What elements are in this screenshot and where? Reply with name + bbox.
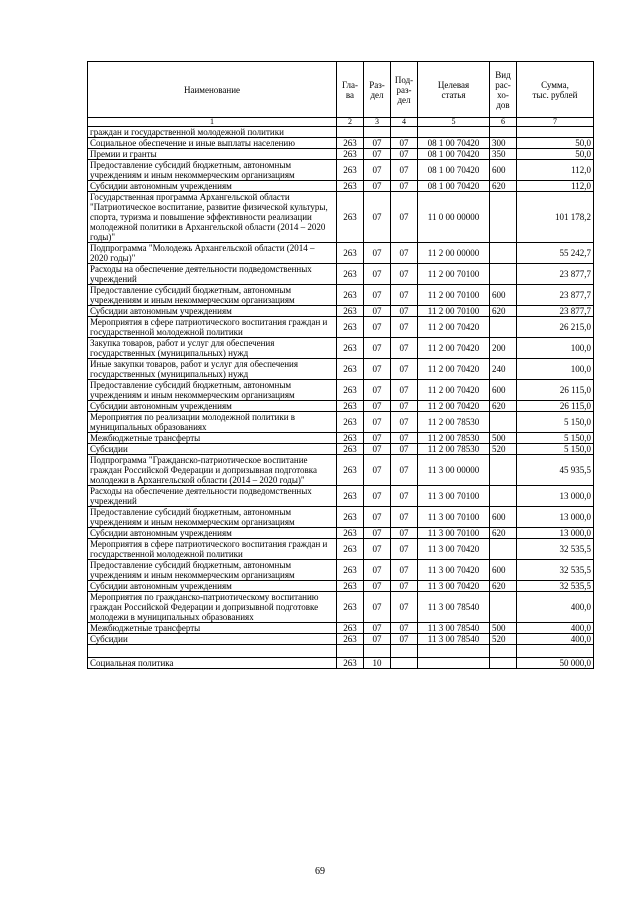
cell-expense-kind: 600: [490, 285, 517, 306]
cell-target-article: 11 2 00 78530: [418, 433, 490, 444]
column-number: 5: [418, 118, 490, 127]
cell-subsection: [391, 127, 418, 138]
cell-name: Социальное обеспечение и иные выплаты населению: [88, 138, 337, 149]
cell-subsection: 07: [391, 486, 418, 507]
table-row: [88, 243, 594, 264]
cell-section: 07: [364, 444, 391, 455]
cell-expense-kind: 600: [490, 380, 517, 401]
cell-expense-kind: 600: [490, 560, 517, 581]
cell-expense-kind: 620: [490, 181, 517, 192]
cell-chapter: 263: [337, 338, 364, 359]
cell-name: Иные закупки товаров, работ и услуг для обеспечения государственных (муниципальных) нужд: [88, 359, 337, 380]
cell-name: [88, 645, 337, 658]
cell-expense-kind: 620: [490, 528, 517, 539]
cell-target-article: 11 2 00 70420: [418, 359, 490, 380]
cell-sum: 50 000,0: [517, 658, 594, 669]
cell-section: 07: [364, 401, 391, 412]
cell-target-article: 11 3 00 70100: [418, 528, 490, 539]
table-row: [88, 412, 594, 433]
cell-subsection: 07: [391, 581, 418, 592]
cell-name: Субсидии автономным учреждениям: [88, 401, 337, 412]
cell-subsection: [391, 658, 418, 669]
cell-chapter: [337, 127, 364, 138]
cell-subsection: 07: [391, 138, 418, 149]
cell-section: 07: [364, 412, 391, 433]
cell-sum: 45 935,5: [517, 455, 594, 486]
cell-sum: 26 115,0: [517, 380, 594, 401]
cell-chapter: 263: [337, 539, 364, 560]
cell-expense-kind: 350: [490, 149, 517, 160]
cell-target-article: 11 3 00 70420: [418, 539, 490, 560]
table-row: [88, 592, 594, 623]
cell-name: Подпрограмма "Гражданско-патриотическое воспитание граждан Российской Федерации и допризывная подготовка молодежи в Архангельской области (2014 – 2020 годы)": [88, 455, 337, 486]
cell-chapter: 263: [337, 592, 364, 623]
table-row: [88, 127, 594, 138]
cell-expense-kind: [490, 317, 517, 338]
cell-subsection: 07: [391, 243, 418, 264]
cell-sum: 100,0: [517, 359, 594, 380]
cell-name: Премии и гранты: [88, 149, 337, 160]
table-row: [88, 433, 594, 444]
cell-chapter: 263: [337, 486, 364, 507]
cell-expense-kind: 620: [490, 581, 517, 592]
cell-section: [364, 127, 391, 138]
cell-name: Субсидии: [88, 444, 337, 455]
table-row: [88, 149, 594, 160]
cell-name: Предоставление субсидий бюджетным, автономным учреждениям и иным некоммерческим организациям: [88, 285, 337, 306]
cell-subsection: 07: [391, 592, 418, 623]
cell-sum: 32 535,5: [517, 560, 594, 581]
cell-target-article: [418, 645, 490, 658]
cell-name: Межбюджетные трансферты: [88, 433, 337, 444]
table-row: [88, 160, 594, 181]
cell-subsection: 07: [391, 539, 418, 560]
cell-chapter: 263: [337, 581, 364, 592]
cell-section: 07: [364, 507, 391, 528]
cell-subsection: [391, 645, 418, 658]
cell-section: 07: [364, 285, 391, 306]
cell-name: Субсидии автономным учреждениям: [88, 306, 337, 317]
cell-target-article: 11 3 00 70100: [418, 486, 490, 507]
cell-chapter: 263: [337, 401, 364, 412]
cell-subsection: 07: [391, 528, 418, 539]
table-row: [88, 455, 594, 486]
table-row: [88, 560, 594, 581]
cell-section: 07: [364, 160, 391, 181]
cell-section: 07: [364, 634, 391, 645]
cell-section: 07: [364, 486, 391, 507]
cell-chapter: 263: [337, 433, 364, 444]
cell-chapter: 263: [337, 455, 364, 486]
cell-section: 07: [364, 317, 391, 338]
cell-subsection: 07: [391, 455, 418, 486]
table-row: [88, 264, 594, 285]
cell-section: 07: [364, 380, 391, 401]
cell-sum: 26 215,0: [517, 317, 594, 338]
cell-expense-kind: 500: [490, 623, 517, 634]
cell-sum: 400,0: [517, 623, 594, 634]
table-row: [88, 138, 594, 149]
cell-chapter: 263: [337, 444, 364, 455]
column-number: 6: [490, 118, 517, 127]
cell-sum: 101 178,2: [517, 192, 594, 243]
table-row: [88, 306, 594, 317]
cell-section: 07: [364, 192, 391, 243]
cell-chapter: 263: [337, 317, 364, 338]
cell-target-article: 11 2 00 78530: [418, 412, 490, 433]
cell-name: Предоставление субсидий бюджетным, автономным учреждениям и иным некоммерческим организациям: [88, 560, 337, 581]
cell-name: Мероприятия по гражданско-патриотическому воспитанию граждан Российской Федерации и допризывной подготовке молодежи в муниципальных образованиях: [88, 592, 337, 623]
cell-subsection: 07: [391, 192, 418, 243]
cell-name: граждан и государственной молодежной политики: [88, 127, 337, 138]
cell-section: 07: [364, 581, 391, 592]
cell-sum: 26 115,0: [517, 401, 594, 412]
cell-sum: 23 877,7: [517, 285, 594, 306]
cell-sum: 55 242,7: [517, 243, 594, 264]
cell-subsection: 07: [391, 306, 418, 317]
cell-target-article: 11 3 00 78540: [418, 623, 490, 634]
cell-chapter: 263: [337, 528, 364, 539]
cell-sum: 5 150,0: [517, 412, 594, 433]
cell-section: 07: [364, 149, 391, 160]
cell-subsection: 07: [391, 160, 418, 181]
cell-target-article: 11 3 00 78540: [418, 592, 490, 623]
cell-section: 07: [364, 138, 391, 149]
cell-chapter: 263: [337, 306, 364, 317]
column-number: 1: [88, 118, 337, 127]
cell-name: Субсидии автономным учреждениям: [88, 581, 337, 592]
cell-target-article: 11 3 00 00000: [418, 455, 490, 486]
cell-subsection: 07: [391, 285, 418, 306]
table-row: [88, 645, 594, 658]
cell-target-article: 11 2 00 70420: [418, 380, 490, 401]
cell-expense-kind: [490, 455, 517, 486]
cell-section: 07: [364, 455, 391, 486]
cell-sum: 5 150,0: [517, 444, 594, 455]
cell-target-article: 11 3 00 78540: [418, 634, 490, 645]
cell-target-article: 08 1 00 70420: [418, 138, 490, 149]
cell-sum: [517, 645, 594, 658]
cell-name: Мероприятия в сфере патриотического воспитания граждан и государственной молодежной политики: [88, 539, 337, 560]
cell-section: 07: [364, 338, 391, 359]
cell-chapter: 263: [337, 623, 364, 634]
cell-target-article: 11 2 00 00000: [418, 243, 490, 264]
cell-sum: 112,0: [517, 160, 594, 181]
cell-chapter: 263: [337, 192, 364, 243]
cell-section: 07: [364, 433, 391, 444]
cell-subsection: 07: [391, 507, 418, 528]
cell-name: Мероприятия по реализации молодежной политики в муниципальных образованиях: [88, 412, 337, 433]
cell-target-article: 11 2 00 78530: [418, 444, 490, 455]
cell-chapter: 263: [337, 634, 364, 645]
cell-expense-kind: [490, 243, 517, 264]
cell-section: 07: [364, 539, 391, 560]
cell-expense-kind: [490, 539, 517, 560]
header-subsection: Под- раз- дел: [391, 62, 418, 118]
cell-sum: 400,0: [517, 634, 594, 645]
cell-subsection: 07: [391, 401, 418, 412]
header-kind: Вид рас- хо- дов: [490, 62, 517, 118]
cell-section: 07: [364, 359, 391, 380]
cell-sum: 23 877,7: [517, 264, 594, 285]
cell-section: 07: [364, 623, 391, 634]
cell-sum: 23 877,7: [517, 306, 594, 317]
table-row: [88, 380, 594, 401]
table-row: [88, 528, 594, 539]
cell-name: Подпрограмма "Молодежь Архангельской области (2014 – 2020 годы)": [88, 243, 337, 264]
cell-subsection: 07: [391, 380, 418, 401]
cell-sum: 50,0: [517, 149, 594, 160]
cell-sum: 13 000,0: [517, 528, 594, 539]
cell-chapter: 263: [337, 181, 364, 192]
cell-expense-kind: 520: [490, 634, 517, 645]
cell-target-article: 08 1 00 70420: [418, 181, 490, 192]
cell-chapter: 263: [337, 507, 364, 528]
cell-subsection: 07: [391, 444, 418, 455]
cell-target-article: 11 2 00 70100: [418, 264, 490, 285]
cell-subsection: 07: [391, 149, 418, 160]
table-row: [88, 181, 594, 192]
table-body: [88, 127, 594, 669]
cell-sum: 400,0: [517, 592, 594, 623]
cell-chapter: 263: [337, 359, 364, 380]
table-row: [88, 444, 594, 455]
cell-section: [364, 645, 391, 658]
cell-expense-kind: [490, 264, 517, 285]
table-row: [88, 359, 594, 380]
cell-target-article: [418, 127, 490, 138]
cell-section: 07: [364, 592, 391, 623]
header-target: Целевая статья: [418, 62, 490, 118]
cell-subsection: 07: [391, 359, 418, 380]
cell-sum: 13 000,0: [517, 507, 594, 528]
cell-name: Субсидии: [88, 634, 337, 645]
cell-expense-kind: [490, 127, 517, 138]
table-header-row: [88, 62, 594, 118]
cell-subsection: 07: [391, 634, 418, 645]
table-row: [88, 317, 594, 338]
page-number: 69: [315, 866, 325, 877]
cell-name: Межбюджетные трансферты: [88, 623, 337, 634]
cell-target-article: 11 2 00 70420: [418, 338, 490, 359]
cell-section: 07: [364, 306, 391, 317]
cell-expense-kind: [490, 412, 517, 433]
table-row: [88, 623, 594, 634]
cell-name: Социальная политика: [88, 658, 337, 669]
cell-sum: 32 535,5: [517, 581, 594, 592]
cell-name: Предоставление субсидий бюджетным, автономным учреждениям и иным некоммерческим организациям: [88, 380, 337, 401]
cell-section: 10: [364, 658, 391, 669]
cell-target-article: 08 1 00 70420: [418, 149, 490, 160]
table-row: [88, 581, 594, 592]
cell-subsection: 07: [391, 623, 418, 634]
column-number: 4: [391, 118, 418, 127]
cell-subsection: 07: [391, 560, 418, 581]
cell-target-article: 11 2 00 70420: [418, 401, 490, 412]
cell-section: 07: [364, 181, 391, 192]
cell-subsection: 07: [391, 264, 418, 285]
cell-chapter: 263: [337, 160, 364, 181]
cell-name: Субсидии автономным учреждениям: [88, 181, 337, 192]
cell-target-article: 11 0 00 00000: [418, 192, 490, 243]
cell-sum: 50,0: [517, 138, 594, 149]
cell-expense-kind: 500: [490, 433, 517, 444]
cell-chapter: 263: [337, 138, 364, 149]
cell-sum: 13 000,0: [517, 486, 594, 507]
cell-sum: [517, 127, 594, 138]
cell-expense-kind: [490, 592, 517, 623]
cell-subsection: 07: [391, 433, 418, 444]
budget-table: [87, 61, 594, 669]
cell-name: Государственная программа Архангельской области "Патриотическое воспитание, развитие физической культуры, спорта, туризма и повышение эффективности реализации молодежной политики в Архангельской области (2014 – 2020 годы)": [88, 192, 337, 243]
cell-name: Расходы на обеспечение деятельности подведомственных учреждений: [88, 264, 337, 285]
table-row: [88, 401, 594, 412]
cell-expense-kind: [490, 486, 517, 507]
cell-name: Субсидии автономным учреждениям: [88, 528, 337, 539]
cell-target-article: 11 2 00 70100: [418, 306, 490, 317]
cell-chapter: 263: [337, 243, 364, 264]
cell-name: Мероприятия в сфере патриотического воспитания граждан и государственной молодежной политики: [88, 317, 337, 338]
column-number: 3: [364, 118, 391, 127]
cell-chapter: 263: [337, 264, 364, 285]
cell-subsection: 07: [391, 412, 418, 433]
cell-expense-kind: [490, 645, 517, 658]
cell-subsection: 07: [391, 317, 418, 338]
cell-expense-kind: 620: [490, 306, 517, 317]
cell-chapter: [337, 645, 364, 658]
cell-sum: 112,0: [517, 181, 594, 192]
header-section: Раз- дел: [364, 62, 391, 118]
header-sum: Сумма, тыс. рублей: [517, 62, 594, 118]
cell-chapter: 263: [337, 560, 364, 581]
cell-expense-kind: 600: [490, 160, 517, 181]
table-row: [88, 507, 594, 528]
cell-chapter: 263: [337, 380, 364, 401]
table-row: [88, 285, 594, 306]
cell-expense-kind: 240: [490, 359, 517, 380]
table-row: [88, 634, 594, 645]
column-number: 7: [517, 118, 594, 127]
cell-target-article: 11 3 00 70420: [418, 560, 490, 581]
cell-expense-kind: [490, 192, 517, 243]
cell-name: Расходы на обеспечение деятельности подведомственных учреждений: [88, 486, 337, 507]
table-row: [88, 192, 594, 243]
cell-expense-kind: 520: [490, 444, 517, 455]
cell-chapter: 263: [337, 658, 364, 669]
table-row: [88, 338, 594, 359]
table-row: [88, 486, 594, 507]
cell-name: Предоставление субсидий бюджетным, автономным учреждениям и иным некоммерческим организациям: [88, 507, 337, 528]
cell-sum: 32 535,5: [517, 539, 594, 560]
cell-sum: 100,0: [517, 338, 594, 359]
cell-section: 07: [364, 560, 391, 581]
cell-chapter: 263: [337, 149, 364, 160]
cell-expense-kind: 620: [490, 401, 517, 412]
column-number: 2: [337, 118, 364, 127]
cell-expense-kind: 200: [490, 338, 517, 359]
cell-subsection: 07: [391, 338, 418, 359]
cell-target-article: [418, 658, 490, 669]
cell-chapter: 263: [337, 412, 364, 433]
table-row: [88, 539, 594, 560]
cell-expense-kind: [490, 658, 517, 669]
cell-expense-kind: 600: [490, 507, 517, 528]
cell-subsection: 07: [391, 181, 418, 192]
column-number-row: [88, 118, 594, 127]
cell-target-article: 11 2 00 70420: [418, 317, 490, 338]
cell-chapter: 263: [337, 285, 364, 306]
cell-expense-kind: 300: [490, 138, 517, 149]
table-row: [88, 658, 594, 669]
cell-section: 07: [364, 264, 391, 285]
cell-target-article: 11 2 00 70100: [418, 285, 490, 306]
cell-section: 07: [364, 243, 391, 264]
cell-section: 07: [364, 528, 391, 539]
cell-name: Закупка товаров, работ и услуг для обеспечения государственных (муниципальных) нужд: [88, 338, 337, 359]
header-name: Наименование: [88, 62, 337, 118]
cell-name: Предоставление субсидий бюджетным, автономным учреждениям и иным некоммерческим организациям: [88, 160, 337, 181]
cell-sum: 5 150,0: [517, 433, 594, 444]
cell-target-article: 11 3 00 70420: [418, 581, 490, 592]
header-chapter: Гла- ва: [337, 62, 364, 118]
cell-target-article: 11 3 00 70100: [418, 507, 490, 528]
cell-target-article: 08 1 00 70420: [418, 160, 490, 181]
